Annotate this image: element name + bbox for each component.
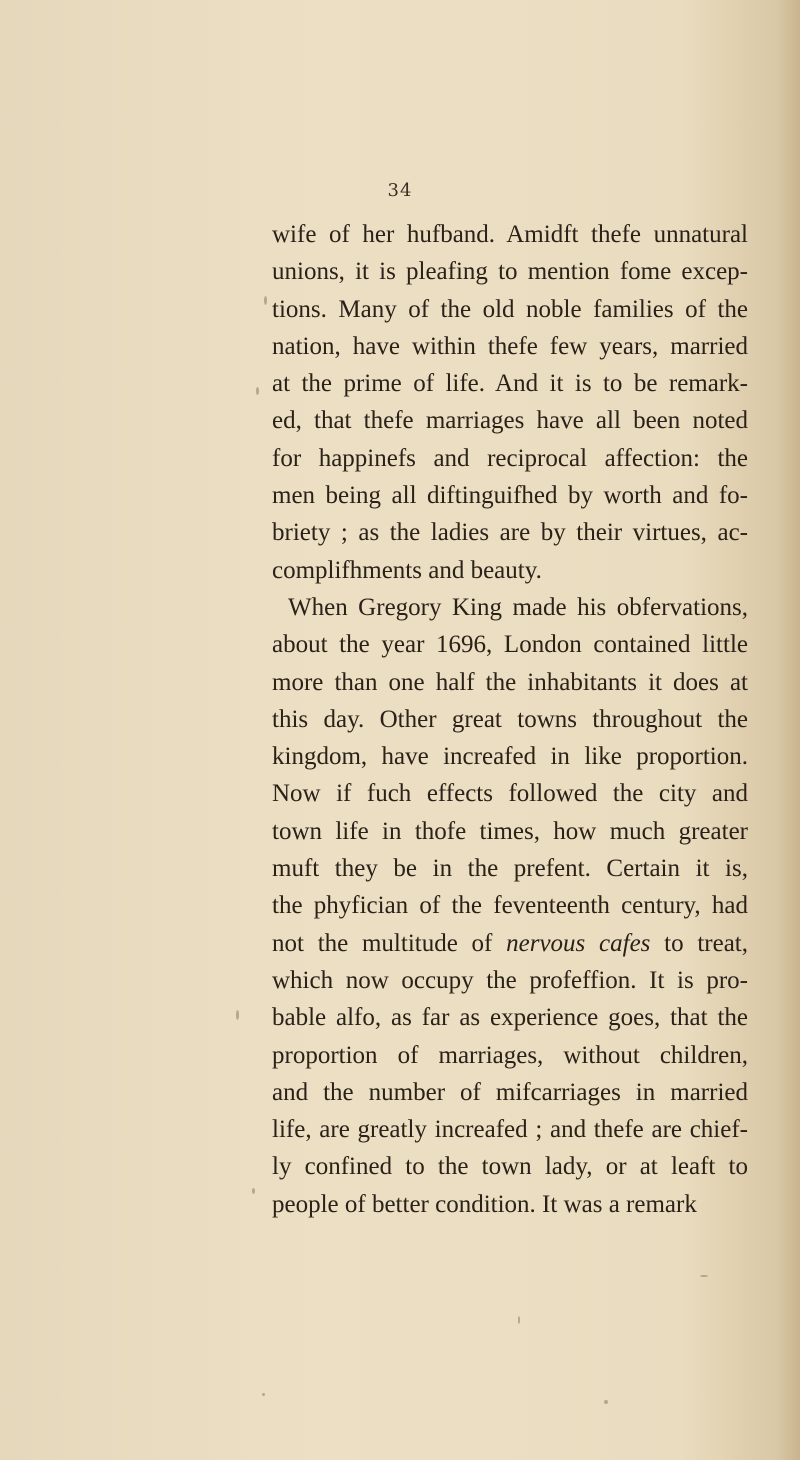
text-line: at the prime of life. And it is to be remark- [272, 370, 748, 398]
paper-speck [518, 1316, 520, 1324]
text-line: the phyfician of the feventeenth century, had [272, 892, 748, 920]
page-number: 34 [387, 180, 413, 201]
text-line: complifhments and beauty. [272, 556, 542, 584]
text-line: unions, it is pleafing to mention fome excep- [272, 258, 748, 286]
text-line: kingdom, have increafed in like proportion. [272, 743, 748, 771]
text-line: ly confined to the town lady, or at leaft to [272, 1153, 748, 1181]
text-line: Now if fuch effects followed the city and [272, 780, 748, 808]
body-text [272, 216, 748, 1223]
text-line: life, are greatly increafed ; and thefe are chief- [272, 1116, 748, 1144]
paper-speck [256, 387, 259, 395]
text-segment: to treat, [664, 929, 748, 957]
text-line-with-italic [272, 925, 748, 962]
text-line: about the year 1696, London contained little [272, 631, 748, 659]
text-segment: not the multitude of [272, 929, 493, 957]
paper-speck [264, 296, 267, 305]
text-line: which now occupy the profeffion. It is pro- [272, 966, 748, 994]
text-line: proportion of marriages, without children, [272, 1041, 748, 1069]
text-line: ed, that thefe marriages have all been noted [272, 407, 748, 435]
paper-speck [604, 1400, 608, 1404]
paper-speck [236, 1010, 239, 1020]
text-line: tions. Many of the old noble families of the [272, 295, 748, 323]
text-line: wife of her hufband. Amidft thefe unnatural [272, 221, 748, 248]
italic-phrase: nervous cafes [506, 929, 651, 957]
text-line: this day. Other great towns throughout the [272, 705, 748, 733]
text-line: people of better condition. It was a remark [272, 1190, 697, 1218]
text-line: muft they be in the prefent. Certain it is, [272, 855, 748, 883]
text-line: briety ; as the ladies are by their virtues, ac- [272, 519, 748, 547]
paper-speck [252, 1188, 255, 1194]
text-line: and the number of mifcarriages in married [272, 1078, 748, 1106]
text-line: bable alfo, as far as experience goes, that the [272, 1004, 748, 1032]
text-line: more than one half the inhabitants it does at [272, 668, 748, 696]
paper-speck [262, 1393, 265, 1396]
text-line: town life in thofe times, how much greater [272, 817, 748, 845]
paper-speck [700, 1275, 708, 1277]
text-line: nation, have within thefe few years, married [272, 332, 748, 360]
text-line: for happinefs and reciprocal affection: the [272, 444, 748, 472]
text-line: When Gregory King made his obfervations, [288, 593, 748, 621]
text-line: men being all diftinguifhed by worth and fo- [272, 482, 748, 510]
